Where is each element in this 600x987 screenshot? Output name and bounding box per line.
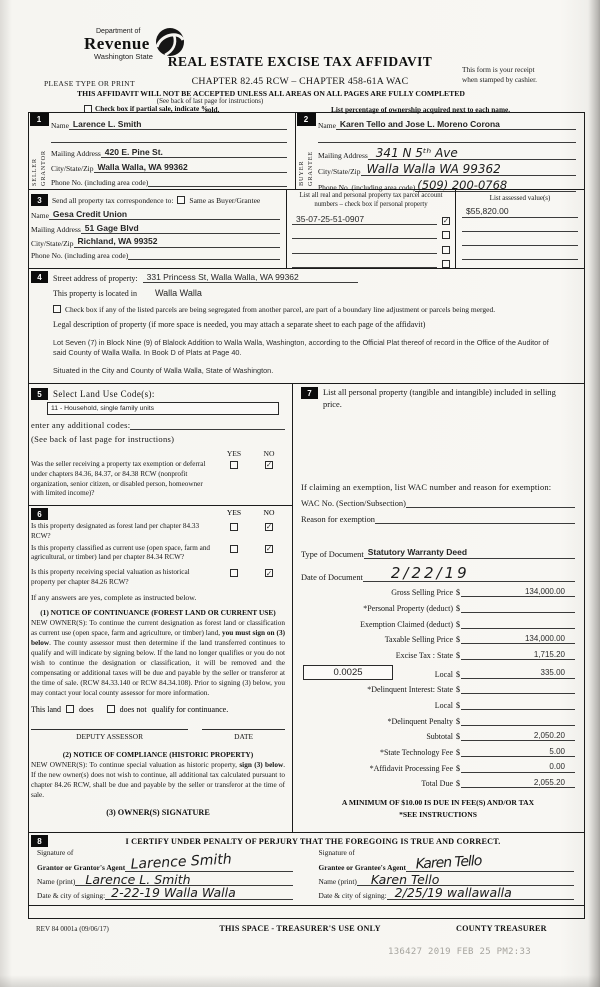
see-back-note: (See back of last page for instructions)	[156, 98, 264, 105]
wac-field[interactable]	[406, 499, 575, 508]
delinquent-interest-state-label: *Delinquent Interest: State	[367, 685, 453, 695]
county-treasurer-label: COUNTY TREASURER	[456, 924, 547, 933]
buyer-name-field[interactable]: Karen Tello and Jose L. Moreno Corona	[336, 120, 576, 130]
perjury-statement	[29, 905, 584, 909]
buyer-name2-field[interactable]	[318, 134, 576, 143]
same-as-buyer-checkbox[interactable]	[177, 196, 185, 204]
notice-continuance-body: NEW OWNER(S): To continue the current designation as forest land or classification as current use (open space, farm and agriculture, or timber) land, you must sign on (3) below. The county assessor must then determine if the land transferred continues to qualify and will indicate by signing below. If the land no longer qualifies or you do not wish to continue the designation or classification, it will be removed and the compensating or additional taxes will be due and payable by the seller or transferor at the time of sale. (RCW 84.33.140 or RCW 84.34.108). Prior to signing (3) below, you may contact your local county assessor for more information.	[31, 618, 285, 697]
yes-header: YES	[226, 449, 242, 458]
buyer-phone-field[interactable]: (509) 200-0768	[415, 180, 576, 191]
state-tech-fee-field[interactable]: 5.00	[461, 747, 575, 757]
type-or-print-note: PLEASE TYPE OR PRINT	[44, 79, 135, 88]
doc-type-field[interactable]: Statutory Warranty Deed	[364, 548, 575, 558]
certification-section	[29, 833, 584, 920]
section-divider	[29, 505, 292, 506]
forest-yes-checkbox[interactable]	[230, 523, 238, 531]
seller-mailing-label: Mailing Address	[51, 149, 101, 159]
taxable-price-label: Taxable Selling Price	[384, 635, 453, 645]
seller-name2-field[interactable]	[51, 134, 287, 143]
reason-label: Reason for exemption	[301, 515, 375, 525]
seller-phone-label: Phone No. (including area code)	[51, 177, 149, 187]
assessed-4-field[interactable]	[462, 251, 578, 260]
corr-name-field[interactable]: Gesa Credit Union	[49, 210, 280, 220]
grantor-printname-field[interactable]: Larence L. Smith	[75, 874, 292, 886]
grantor-printname-label: Name (print)	[37, 876, 76, 886]
buyer-city-field[interactable]: Walla Walla WA 99362	[361, 164, 577, 176]
no-header-2: NO	[263, 508, 275, 518]
section-4-badge: 4	[31, 271, 48, 283]
grantor-agent-label: Grantor or Grantor's Agent	[37, 863, 126, 873]
buyer-section	[296, 113, 584, 193]
same-as-buyer-label: Same as Buyer/Grantee	[189, 195, 261, 205]
segregated-label: Check box if any of the listed parcels are being segregated from another parcel, are part of a boundary line adjustment or parcels being merged.	[65, 304, 496, 314]
exemption-deduct-label: Exemption Claimed (deduct)	[360, 619, 453, 629]
land-use-title: Select Land Use Code(s):	[53, 389, 155, 399]
subtotal-label: Subtotal	[426, 732, 453, 742]
chapter-reference: CHAPTER 82.45 RCW – CHAPTER 458-61A WAC	[191, 76, 409, 87]
see-back-instructions: (See back of last page for instructions)	[31, 434, 175, 444]
notice-compliance-body: NEW OWNER(S): To continue special valuation as historic property, sign (3) below. If the new owner(s) does not wish to continue, all additional tax calculated pursuant to chapter 84.26 RCW, shall be due and payable by the seller or transferor at the time of sale.	[31, 760, 285, 799]
continuance-qualify-row: This land does does not qualify for continuance.	[31, 704, 229, 714]
legal-description-text: Lot Seven (7) in Block Nine (9) of Blalock Addition to Walla Walla, Washington, according to the Official Plat thereof of record in the Office of the Auditor of said County of Walla Walla. In Book D of Plats at Page 40.	[53, 337, 549, 357]
historical-no-checkbox[interactable]: ✓	[265, 568, 273, 578]
forest-no-checkbox[interactable]: ✓	[265, 522, 273, 532]
corr-city-field[interactable]: Richland, WA 99352	[74, 237, 281, 247]
assessed-values-section	[456, 190, 584, 268]
grantee-printname-label: Name (print)	[318, 876, 357, 886]
tax-correspondence-section	[29, 190, 287, 268]
notice-compliance-title: (2) NOTICE OF COMPLIANCE (HISTORIC PROPERTY)	[62, 749, 254, 759]
affidavit-fee-label: *Affidavit Processing Fee	[369, 763, 453, 773]
grantor-datecity-field[interactable]: 2-22-19 Walla Walla	[105, 887, 292, 899]
historical-question: Is this property receiving special valuation as historical property per chapter 84.26 RCW?	[31, 568, 190, 587]
seller-city-label: City/State/Zip	[51, 164, 94, 174]
segregated-checkbox[interactable]	[53, 305, 61, 313]
seller-city-field[interactable]: Walla Walla, WA 99362	[94, 163, 288, 173]
land-use-code-select[interactable]: 11 - Household, single family units	[47, 402, 279, 415]
personal-deduct-label: *Personal Property (deduct)	[363, 604, 453, 614]
buyer-phone-label: Phone No. (including area code)	[318, 182, 416, 192]
located-in-value: Walla Walla	[154, 288, 202, 298]
section-2-badge: 2	[297, 113, 316, 126]
gross-price-label: Gross Selling Price	[391, 588, 453, 598]
scan-edge-shadow	[0, 975, 600, 987]
grantor-signature: Larence Smith	[130, 850, 233, 873]
section-7-badge: 7	[301, 387, 318, 399]
excise-local-field[interactable]: 335.00	[461, 668, 575, 678]
buyer-side-label: BUYER GRANTEE	[297, 151, 314, 186]
seller-section	[29, 113, 296, 189]
delinquent-penalty-label: *Delinquent Penalty	[387, 716, 453, 726]
parcel-header: List all real and personal property tax parcel account numbers – check box if personal property	[299, 192, 443, 208]
legal-description-label: Legal description of property (if more space is needed, you may attach a separate sheet to each page of the affidavit)	[53, 319, 426, 329]
date-label: DATE	[234, 731, 254, 741]
property-section	[29, 269, 584, 384]
assessed-2-field[interactable]	[462, 223, 578, 232]
assessed-3-field[interactable]	[462, 237, 578, 246]
grantor-datecity-label: Date & city of signing:	[37, 890, 106, 900]
reason-field[interactable]	[375, 515, 575, 524]
parcel-3-personal-checkbox[interactable]	[442, 246, 450, 254]
corr-city-label: City/State/Zip	[31, 238, 74, 248]
personal-property-label: List all personal property (tangible and intangible) included in selling price.	[323, 388, 556, 410]
parcel-1-personal-checkbox[interactable]: ✓	[442, 216, 450, 226]
parcel-4-personal-checkbox[interactable]	[442, 260, 450, 268]
additional-codes-label: enter any additional codes:	[31, 420, 131, 430]
grantee-datecity-field[interactable]: 2/25/19 wallawalla	[387, 887, 574, 899]
doc-date-label: Date of Document	[301, 572, 363, 582]
forest-land-question: Is this property designated as forest land per chapter 84.33 RCW?	[31, 522, 200, 540]
assessed-header: List assessed value(s)	[489, 194, 551, 202]
buyer-name-label: Name	[318, 120, 336, 130]
street-address-field[interactable]: 331 Princess St, Walla Walla, WA 99362	[143, 273, 358, 283]
delinquent-interest-local-label: Local	[434, 700, 453, 710]
excise-state-label: Excise Tax : State	[395, 651, 453, 661]
partial-sale-label: Check box if partial sale, indicate %	[95, 104, 209, 113]
form-body	[28, 112, 585, 919]
personal-property-blank-area[interactable]	[301, 411, 575, 483]
form-title: REAL ESTATE EXCISE TAX AFFIDAVIT	[167, 54, 433, 69]
certify-statement: I CERTIFY UNDER PENALTY OF PERJURY THAT THE FOREGOING IS TRUE AND CORRECT.	[125, 836, 501, 846]
delinquent-interest-local-field[interactable]	[461, 709, 575, 710]
current-use-no-checkbox[interactable]: ✓	[265, 543, 273, 553]
no-header: NO	[263, 449, 275, 458]
does-not-checkbox[interactable]	[107, 705, 115, 713]
subtotal-field[interactable]: 2,050.20	[461, 731, 575, 741]
exemption-deduct-field[interactable]	[461, 628, 575, 629]
doc-type-label: Type of Document	[301, 549, 364, 559]
section-1-badge: 1	[30, 113, 49, 126]
parcel-2-personal-checkbox[interactable]	[442, 231, 450, 239]
owners-signature-label: (3) OWNER(S) SIGNATURE	[106, 807, 210, 817]
taxable-price-field[interactable]: 134,000.00	[461, 634, 575, 644]
treasurer-stamp: 136427 2019 FEB 25 PM2:33	[388, 947, 531, 957]
gross-price-field[interactable]: 134,000.00	[461, 587, 575, 597]
doc-date-field[interactable]: 2/22/19	[363, 567, 575, 582]
send-correspondence-label: Send all property tax correspondence to:	[52, 195, 174, 205]
local-rate-box: 0.0025	[303, 665, 393, 680]
exemption-question: Was the seller receiving a property tax exemption or deferral under chapters 84.36, 84.37, or 84.38 RCW (nonprofit organization, senior citizen, or disabled person, homeowner with limited income)?	[31, 460, 206, 498]
land-use-column	[29, 384, 293, 832]
parcel-1-field[interactable]: 35-07-25-51-0907	[292, 215, 437, 225]
personal-deduct-field[interactable]	[461, 612, 575, 613]
delinquent-penalty-field[interactable]	[461, 725, 575, 726]
logo-state-text: Washington State	[94, 52, 153, 61]
receipt-note: This form is your receipt when stamped by cashier.	[462, 65, 537, 85]
grantee-printname-field[interactable]: Karen Tello	[357, 874, 574, 886]
logo-revenue-text: Revenue	[84, 34, 150, 53]
seller-name-field[interactable]: Larence L. Smith	[69, 120, 287, 130]
corr-name-label: Name	[31, 210, 49, 220]
corr-phone-label: Phone No. (including area code)	[31, 251, 129, 261]
assessed-1-field[interactable]: $55,820.00	[462, 207, 578, 217]
does-checkbox[interactable]	[66, 705, 74, 713]
excise-state-field[interactable]: 1,715.20	[461, 650, 575, 660]
completion-warning: THIS AFFIDAVIT WILL NOT BE ACCEPTED UNLESS ALL AREAS ON ALL PAGES ARE FULLY COMPLETED	[77, 89, 465, 98]
seller-name-label: Name	[51, 120, 69, 130]
assessor-signature-lines	[31, 728, 285, 730]
deputy-assessor-label: DEPUTY ASSESSOR	[76, 731, 144, 741]
buyer-mailing-label: Mailing Address	[318, 150, 368, 160]
grantor-signature-field[interactable]	[125, 850, 292, 873]
delinquent-interest-state-field[interactable]	[461, 693, 575, 694]
sold-label: sold.	[205, 105, 220, 114]
corr-mailing-field[interactable]: 51 Gage Blvd	[81, 224, 280, 234]
yes-header-2: YES	[226, 508, 242, 518]
seller-phone-field[interactable]	[148, 178, 287, 187]
parcel-4-field[interactable]	[292, 259, 437, 268]
current-use-question: Is this property classified as current use (open space, farm and agricultural, or timber) land per chapter 84.34 RCW?	[31, 543, 211, 562]
buyer-city-label: City/State/Zip	[318, 166, 361, 176]
grantor-signature-block: Signature of Grantor or Grantor's Agent Larence Smith Name (print) Larence L. Smith Date & city of signing: 2-22-19 Walla Walla	[37, 848, 293, 900]
wac-label: WAC No. (Section/Subsection)	[301, 499, 406, 509]
historical-yes-checkbox[interactable]	[230, 569, 238, 577]
notice-continuance-title: (1) NOTICE OF CONTINUANCE (FOREST LAND OR CURRENT USE)	[40, 607, 276, 617]
current-use-yes-checkbox[interactable]	[230, 545, 238, 553]
parcel-2-field[interactable]	[292, 230, 437, 239]
exemption-yes-checkbox[interactable]	[230, 461, 238, 469]
total-due-label: Total Due	[421, 779, 453, 789]
tax-computation-column: 7 List all personal property (tangible and intangible) included in selling price. If claiming an exemption, list WAC number and reason for exemption: WAC No. (Section/Subsection) Reason for exemption Type of Document Statutory Warranty Deed Date of Document 2/22/19 Gross Selling Price $ 134,000.00 *Personal Property (deduct) $ Exemption Claimed (deduct) $ Taxable Selling Price $ 134,000.00 Excise Tax : State $ 1,715.20 0.0025 Local $ 335.00 *Delinquent Interest: State $ Local $ *Delinquent Penalty $ Subtotal $ 2,050.20 *State Technology Fee $ 5.00 *Affidavit Processing Fee $ 0.00 Total Due $ 2,055.20 A MINIMUM OF $10.00 IS DUE IN FEE(S) AND/OR TAX *SEE INSTRUCTIONS	[293, 384, 584, 832]
form-revision: REV 84 0001a (09/06/17)	[36, 925, 109, 933]
grantee-datecity-label: Date & city of signing:	[318, 890, 387, 900]
state-tech-fee-label: *State Technology Fee	[379, 747, 453, 757]
assessor-date-line[interactable]	[202, 728, 285, 730]
logo-dept-text: Department of	[96, 28, 141, 35]
excise-local-label: Local	[434, 669, 453, 679]
section-5-badge: 5	[31, 388, 48, 400]
street-address-label: Street address of property:	[53, 274, 138, 283]
section-6-badge: 6	[31, 508, 48, 520]
section-3-badge: 3	[31, 194, 48, 206]
total-due-field[interactable]: 2,055.20	[461, 778, 575, 788]
treasurer-space-label: THIS SPACE - TREASURER'S USE ONLY	[219, 924, 381, 933]
grantee-signature-field[interactable]	[406, 852, 574, 873]
section-8-badge: 8	[31, 835, 48, 847]
affidavit-fee-field[interactable]: 0.00	[461, 762, 575, 772]
buyer-mailing-field[interactable]: 341 N 5ᵗʰ Ave	[368, 148, 576, 160]
grantee-signature-block: Signature of Grantee or Grantee's Agent Karen Tello Name (print) Karen Tello Date & city of signing: 2/25/19 wallawalla	[319, 848, 575, 900]
grantee-signature: Karen Tello	[415, 852, 482, 872]
corr-phone-field[interactable]	[128, 251, 280, 260]
parcel-numbers-section	[287, 190, 456, 268]
parcel-3-field[interactable]	[292, 245, 437, 254]
additional-codes-field[interactable]	[130, 421, 285, 430]
deputy-assessor-line[interactable]	[31, 728, 188, 730]
exemption-no-checkbox[interactable]: ✓	[265, 460, 273, 470]
situated-text: Situated in the City and County of Walla Walla, State of Washington.	[53, 365, 274, 375]
if-yes-note: If any answers are yes, complete as instructed below.	[31, 592, 197, 602]
exemption-note: If claiming an exemption, list WAC number and reason for exemption:	[301, 483, 552, 493]
corr-mailing-label: Mailing Address	[31, 224, 81, 234]
grantee-agent-label: Grantee or Grantee's Agent	[318, 863, 407, 873]
seller-side-label: SELLER GRANTOR	[30, 150, 47, 186]
located-in-label: This property is located in	[53, 289, 137, 299]
ownership-note: List percentage of ownership acquired next to each name.	[331, 105, 511, 114]
minimum-fee-note: A MINIMUM OF $10.00 IS DUE IN FEE(S) AND/OR TAX *SEE INSTRUCTIONS	[341, 798, 535, 819]
seller-mailing-field[interactable]: 420 E. Pine St.	[101, 148, 287, 158]
